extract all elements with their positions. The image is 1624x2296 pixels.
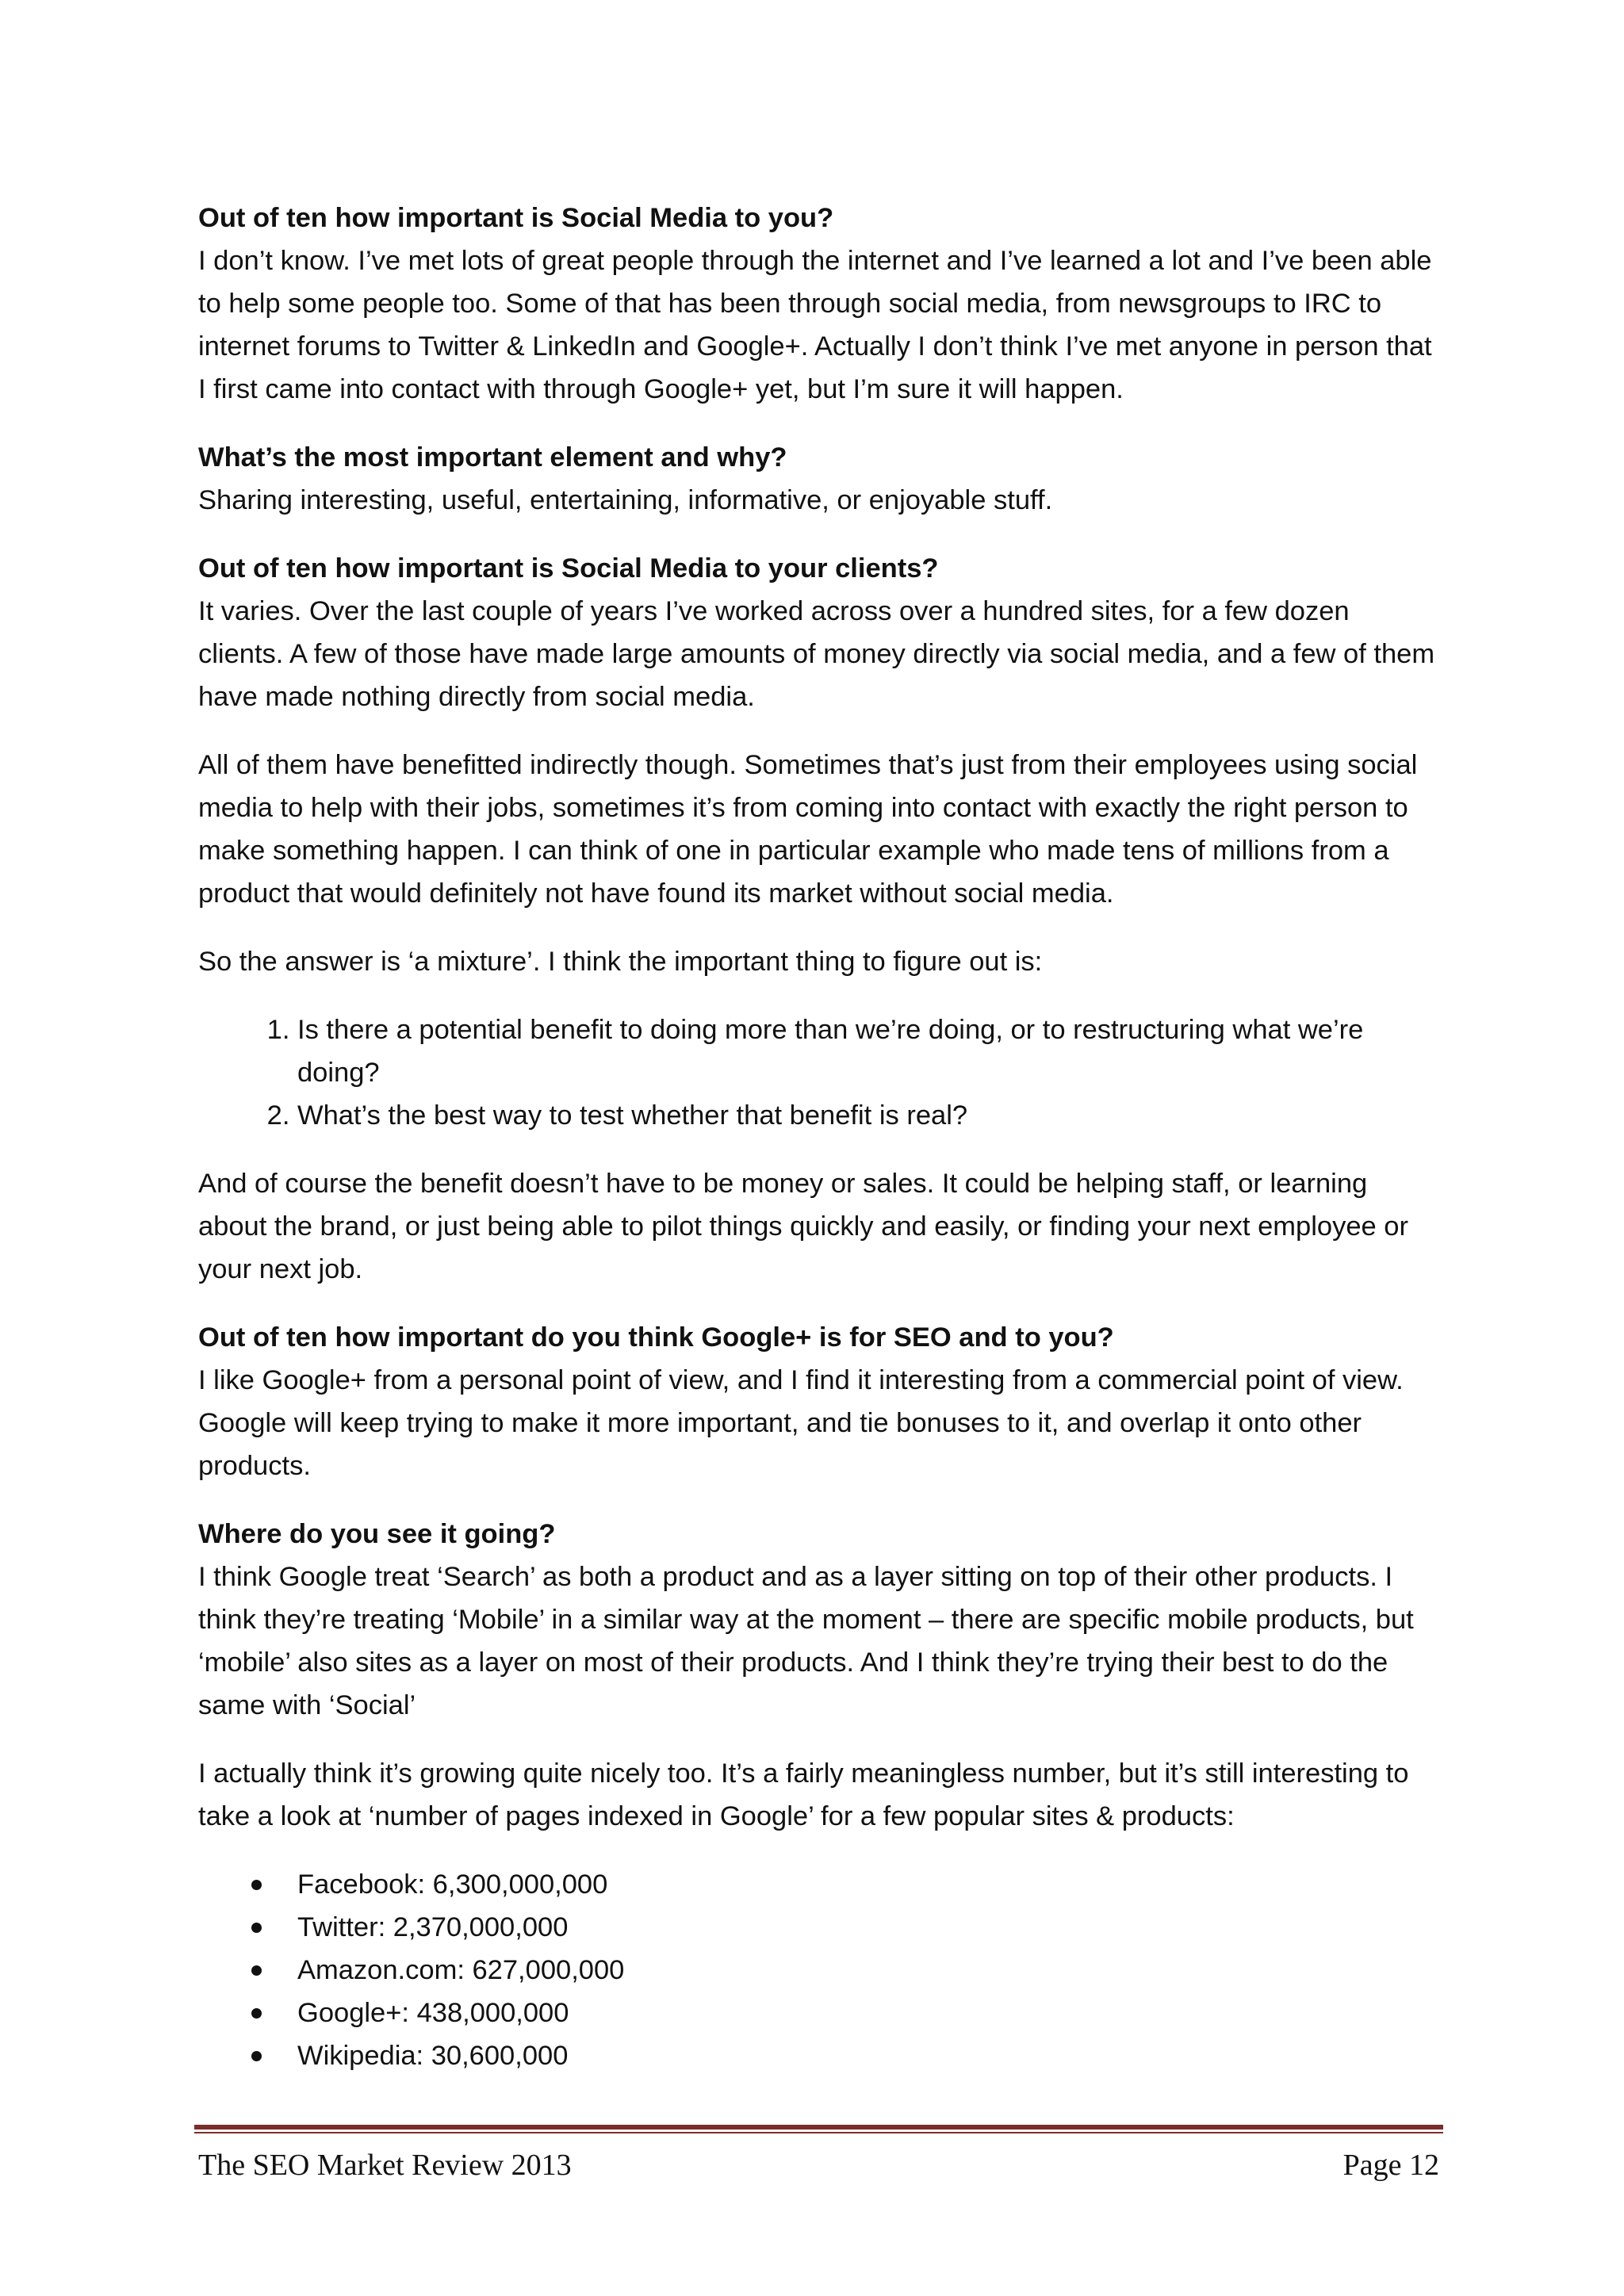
bullet-icon: [251, 1965, 262, 1976]
numbered-list: [198, 1008, 1435, 1137]
question-heading: Out of ten how important is Social Media to you?: [198, 203, 834, 233]
question-heading: Out of ten how important do you think Google+ is for SEO and to you?: [198, 1322, 1114, 1353]
list-item-text: Wikipedia: 30,600,000: [297, 2041, 569, 2071]
bullet-icon: [251, 1923, 262, 1933]
body-paragraph: All of them have benefitted indirectly though. Sometimes that’s just from their employees using social media to help with their jobs, sometimes it’s from coming into contact with exactly the right person to make something happen. I can think of one in particular example who made tens of millions from a product that would definitely not have found its market without social media.: [198, 750, 1418, 909]
list-item: [297, 2034, 1435, 2077]
answer-paragraph: I think Google treat ‘Search’ as both a product and as a layer sitting on top of their other products. I think they’re treating ‘Mobile’ in a similar way at the moment – there are specific mobile products, but ‘mobile’ also sites as a layer on most of their products. And I think they’re trying their best to do the same with ‘Social’: [198, 1562, 1414, 1720]
document-body: [198, 197, 1435, 2103]
list-item: 2. What’s the best way to test whether that benefit is real?: [297, 1094, 1435, 1137]
bullet-icon: [251, 2051, 262, 2061]
footer-divider: [194, 2125, 1443, 2130]
page-footer: [198, 2145, 1439, 2185]
body-paragraph: And of course the benefit doesn’t have to be money or sales. It could be helping staff, or learning about the brand, or just being able to pilot things quickly and easily, or finding your next employee or your next job.: [198, 1169, 1408, 1284]
list-item: 1. Is there a potential benefit to doing more than we’re doing, or to restructuring what we’re doing?: [297, 1008, 1435, 1094]
question-heading: What’s the most important element and why?: [198, 442, 787, 473]
list-item: [297, 1949, 1435, 1992]
question-heading: Out of ten how important is Social Media to your clients?: [198, 553, 939, 584]
list-item-text: Google+: 438,000,000: [297, 1998, 569, 2028]
list-item: [297, 1906, 1435, 1949]
answer-paragraph: I like Google+ from a personal point of view, and I find it interesting from a commercial point of view. Google will keep trying to make it more important, and tie bonuses to it, and overlap it onto other products.: [198, 1365, 1404, 1481]
list-item-text: Amazon.com: 627,000,000: [297, 1955, 625, 1985]
list-item: [297, 1863, 1435, 1906]
qa-where-is-it-going: [198, 1513, 1435, 1727]
page-number: Page 12: [1342, 2149, 1439, 2182]
list-item: [297, 1992, 1435, 2034]
bullet-list: [198, 1863, 1435, 2077]
list-item-text: Facebook: 6,300,000,000: [297, 1869, 608, 1900]
answer-paragraph: I don’t know. I’ve met lots of great people through the internet and I’ve learned a lot and I’ve been able to help some people too. Some of that has been through social media, from newsgroups to IRC to internet forums to Twitter & LinkedIn and Google+. Actually I don’t think I’ve met anyone in person that I first came into contact with through Google+ yet, but I’m sure it will happen.: [198, 246, 1432, 404]
answer-paragraph: It varies. Over the last couple of years I’ve worked across over a hundred sites, for a few dozen clients. A few of those have made large amounts of money directly via social media, and a few of them have made nothing directly from social media.: [198, 596, 1435, 712]
question-heading: Where do you see it going?: [198, 1519, 556, 1549]
qa-google-plus-for-seo: [198, 1316, 1435, 1487]
qa-most-important-element: [198, 436, 1435, 522]
footer-title: The SEO Market Review 2013: [198, 2149, 572, 2182]
qa-social-media-to-clients: [198, 547, 1435, 718]
body-paragraph: I actually think it’s growing quite nicely too. It’s a fairly meaningless number, but it’s still interesting to take a look at ‘number of pages indexed in Google’ for a few popular sites & products:: [198, 1758, 1409, 1831]
bullet-icon: [251, 2008, 262, 2019]
qa-social-media-to-you: [198, 197, 1435, 411]
bullet-icon: [251, 1880, 262, 1890]
answer-paragraph: Sharing interesting, useful, entertaining, informative, or enjoyable stuff.: [198, 485, 1053, 515]
list-item-text: Twitter: 2,370,000,000: [297, 1912, 569, 1942]
body-paragraph: So the answer is ‘a mixture’. I think the important thing to figure out is:: [198, 947, 1043, 977]
footer-divider-thin: [194, 2132, 1443, 2133]
